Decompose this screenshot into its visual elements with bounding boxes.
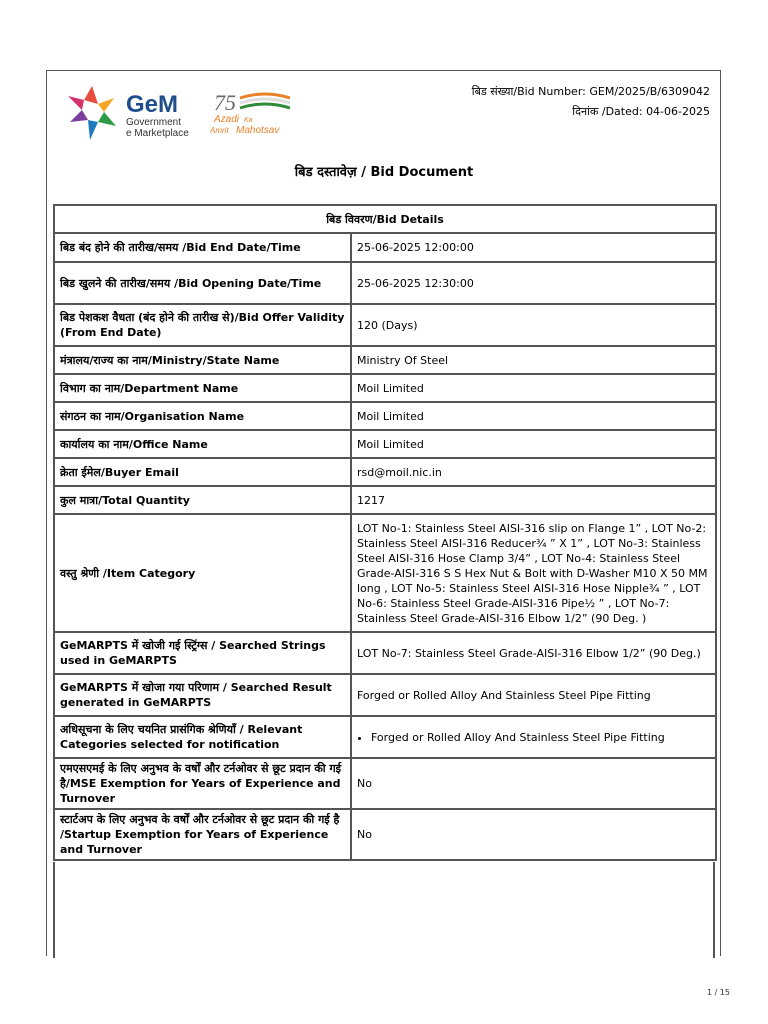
bid-number-label: बिड संख्या/Bid Number:	[471, 85, 586, 98]
row-value: Moil Limited	[351, 430, 716, 458]
row-label: विभाग का नाम/Department Name	[54, 374, 351, 402]
row-value: Moil Limited	[351, 402, 716, 430]
gem-star-icon	[68, 86, 116, 140]
azadi-text-3: Amrit	[210, 126, 229, 135]
row-label: बिड पेशकश वैधता (बंद होने की तारीख से)/Bid Offer Validity (From End Date)	[54, 304, 351, 346]
bid-number: GEM/2025/B/6309042	[589, 85, 710, 98]
table-row	[54, 402, 716, 430]
table-row	[54, 430, 716, 458]
gem-logo-sub1: Government	[126, 117, 182, 128]
row-value: 1217	[351, 486, 716, 514]
table-row	[54, 514, 716, 632]
row-label: संगठन का नाम/Organisation Name	[54, 402, 351, 430]
row-label: बिड खुलने की तारीख/समय /Bid Opening Date/Time	[54, 262, 351, 304]
table-heading: बिड विवरण/Bid Details	[54, 205, 716, 233]
table-row	[54, 233, 716, 262]
category-list	[357, 730, 710, 745]
row-value: Ministry Of Steel	[351, 346, 716, 374]
row-value	[351, 716, 716, 758]
table-row	[54, 809, 716, 860]
azadi-text-2: Ka	[244, 117, 253, 124]
svg-text:75: 75	[214, 90, 236, 115]
row-value: Forged or Rolled Alloy And Stainless Steel Pipe Fitting	[351, 674, 716, 716]
row-value: No	[351, 809, 716, 860]
azadi-75-icon	[214, 90, 290, 115]
dated-line	[472, 102, 710, 122]
table-row	[54, 458, 716, 486]
row-label: कुल मात्रा/Total Quantity	[54, 486, 351, 514]
gem-logo-sub2: e Marketplace	[126, 128, 189, 139]
bid-number-line	[472, 82, 710, 102]
table-heading-row	[54, 205, 716, 233]
row-label: कार्यालय का नाम/Office Name	[54, 430, 351, 458]
row-value: LOT No-1: Stainless Steel AISI-316 slip on Flange 1” , LOT No-2: Stainless Steel AISI-316 Reducer¾ ” X 1” , LOT No-3: Stainless Steel AISI-316 Hose Clamp 3/4” , LOT No-4: Stainless Steel Grade-AISI-316 S S Hex Nut & Bolt with D-Washer M10 X 50 MM long , LOT No-5: Stainless Steel AISI-316 Hose Nipple¾ ” , LOT No-6: Stainless Steel Grade-AISI-316 Pipe½ ” , LOT No-7: Stainless Steel Grade-AISI-316 Elbow 1/2” (90 Deg. )	[351, 514, 716, 632]
bid-meta	[472, 82, 710, 122]
row-value: 25-06-2025 12:00:00	[351, 233, 716, 262]
row-label: एमएसएमई के लिए अनुभव के वर्षों और टर्नओवर से छूट प्रदान की गई है/MSE Exemption for Years of Experience and Turnover	[54, 758, 351, 809]
row-value: No	[351, 758, 716, 809]
table-row	[54, 304, 716, 346]
page-number: 1 / 15	[706, 988, 730, 997]
row-label: क्रेता ईमेल/Buyer Email	[54, 458, 351, 486]
table-row	[54, 262, 716, 304]
table-row	[54, 632, 716, 674]
bid-details-table	[53, 204, 717, 861]
row-label: अधिसूचना के लिए चयनित प्रासंगिक श्रेणियाँ / Relevant Categories selected for notification	[54, 716, 351, 758]
page-title: बिड दस्तावेज़ / Bid Document	[294, 165, 474, 180]
gem-logo-title: GeM	[126, 91, 179, 118]
row-value: 25-06-2025 12:30:00	[351, 262, 716, 304]
row-label: GeMARPTS में खोजी गई स्ट्रिंग्स / Searched Strings used in GeMARPTS	[54, 632, 351, 674]
dated-label: दिनांक /Dated:	[572, 105, 643, 118]
buyer-email[interactable]: rsd@moil.nic.in	[351, 458, 716, 486]
table-row	[54, 674, 716, 716]
table-row	[54, 346, 716, 374]
next-table-continuation	[53, 862, 715, 958]
row-value: 120 (Days)	[351, 304, 716, 346]
gem-logo	[64, 82, 204, 142]
row-label: स्टार्टअप के लिए अनुभव के वर्षों और टर्नओवर से छूट प्रदान की गई है /Startup Exemption for Years of Experience and Turnover	[54, 809, 351, 860]
table-row	[54, 716, 716, 758]
azadi-logo	[210, 88, 300, 136]
row-label: मंत्रालय/राज्य का नाम/Ministry/State Name	[54, 346, 351, 374]
table-row	[54, 758, 716, 809]
row-label: वस्तु श्रेणी /Item Category	[54, 514, 351, 632]
row-value: Moil Limited	[351, 374, 716, 402]
row-value: LOT No-7: Stainless Steel Grade-AISI-316 Elbow 1/2” (90 Deg.)	[351, 632, 716, 674]
list-item: • Forged or Rolled Alloy And Stainless Steel Pipe Fitting	[371, 730, 710, 745]
table-row	[54, 374, 716, 402]
table-row	[54, 486, 716, 514]
azadi-text-4: Mahotsav	[236, 125, 280, 136]
dated-value: 04-06-2025	[646, 105, 710, 118]
row-label: GeMARPTS में खोजा गया परिणाम / Searched Result generated in GeMARPTS	[54, 674, 351, 716]
azadi-text-1: Azadi	[214, 114, 240, 125]
row-label: बिड बंद होने की तारीख/समय /Bid End Date/Time	[54, 233, 351, 262]
